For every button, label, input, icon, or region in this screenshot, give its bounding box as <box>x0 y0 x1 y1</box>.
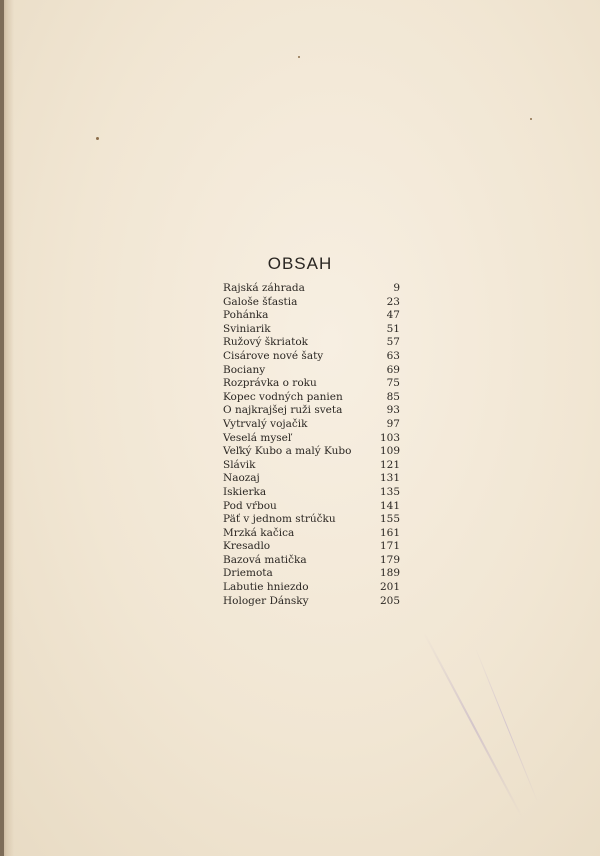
toc-entry-page: 201 <box>379 581 400 594</box>
toc-entry-title: Cisárove nové šaty <box>223 349 324 362</box>
toc-entry <box>220 445 400 459</box>
toc-entry <box>220 513 400 527</box>
toc-entry-title: Sviniarik <box>223 322 271 335</box>
toc-entry-page: 69 <box>386 363 400 376</box>
toc-entry-title: Kresadlo <box>223 540 271 553</box>
page-title: OBSAH <box>267 254 333 273</box>
toc-entry <box>220 472 400 486</box>
toc-entry-title: Veselá myseľ <box>223 431 292 444</box>
toc-entry <box>220 364 400 378</box>
toc-entry-title: Hologer Dánsky <box>223 594 309 607</box>
toc-entry-page: 179 <box>379 553 400 566</box>
toc-entry-title: Iskierka <box>223 485 267 498</box>
toc-entry-page: 155 <box>379 513 400 526</box>
toc-entry <box>220 323 400 337</box>
toc-entry <box>220 296 400 310</box>
toc-entry-page: 161 <box>379 526 400 539</box>
toc-entry-title: Pohánka <box>223 309 269 322</box>
toc-entry-title: Vytrvalý vojačik <box>223 417 308 430</box>
paper-crease <box>423 632 523 818</box>
toc-entry-page: 51 <box>386 322 400 335</box>
toc-entry-page: 57 <box>386 336 400 349</box>
page-edge-band <box>0 0 4 856</box>
toc-entry <box>220 459 400 473</box>
toc-entry <box>220 336 400 350</box>
paper-speck <box>530 118 532 120</box>
toc-entry-page: 93 <box>386 404 400 417</box>
toc-entry-page: 75 <box>386 377 400 390</box>
toc-entry-title: Rajská záhrada <box>223 282 305 294</box>
paper-speck <box>298 56 300 58</box>
toc-entry-title: Naozaj <box>223 472 260 485</box>
toc-entry <box>220 581 400 595</box>
toc-entry-page: 23 <box>386 295 400 308</box>
toc-entry-page: 171 <box>379 540 400 553</box>
toc-entry-page: 85 <box>386 390 400 403</box>
toc-entry-page: 9 <box>393 282 400 294</box>
toc-entry-title: Veľký Kubo a malý Kubo <box>223 445 352 458</box>
toc-entry-page: 189 <box>379 567 400 580</box>
toc-entry <box>220 554 400 568</box>
toc-entry-page: 97 <box>386 417 400 430</box>
toc-entry-title: Bociany <box>223 363 266 376</box>
toc-entry-title: Mrzká kačica <box>223 526 295 539</box>
toc-entry <box>220 350 400 364</box>
toc-entry-title: Kopec vodných panien <box>223 390 343 403</box>
toc-entry-title: Rozprávka o roku <box>223 377 317 390</box>
toc-entry-page: 47 <box>386 309 400 322</box>
toc-entry <box>220 500 400 514</box>
toc-entry-page: 63 <box>386 349 400 362</box>
toc-entry-page: 103 <box>379 431 400 444</box>
toc-entry <box>220 391 400 405</box>
toc-entry <box>220 540 400 554</box>
toc-entry <box>220 527 400 541</box>
toc-entry <box>220 404 400 418</box>
toc-entry-page: 141 <box>379 499 400 512</box>
toc-entry-title: Slávik <box>223 458 256 471</box>
toc-entry-title: O najkrajšej ruži sveta <box>223 404 343 417</box>
toc-entry-page: 135 <box>379 485 400 498</box>
toc-entry <box>220 418 400 432</box>
toc-entry <box>220 595 400 609</box>
toc-entry <box>220 567 400 581</box>
toc-entry <box>220 377 400 391</box>
toc-entry <box>220 486 400 500</box>
toc-entry-title: Driemota <box>223 567 273 580</box>
toc-entry-page: 131 <box>379 472 400 485</box>
toc-entry-page: 121 <box>379 458 400 471</box>
table-of-contents <box>220 282 400 608</box>
toc-entry-page: 205 <box>379 594 400 607</box>
toc-entry-title: Bazová matička <box>223 553 307 566</box>
toc-entry <box>220 282 400 296</box>
paper-speck <box>96 137 99 140</box>
toc-entry-page: 109 <box>379 445 400 458</box>
toc-entry-title: Päť v jednom strúčku <box>223 513 336 526</box>
toc-entry-title: Labutie hniezdo <box>223 581 309 594</box>
paper-crease <box>474 646 539 804</box>
toc-entry-title: Pod vŕbou <box>223 499 277 512</box>
toc-entry-title: Galoše šťastia <box>223 295 298 308</box>
toc-entry <box>220 309 400 323</box>
toc-entry <box>220 432 400 446</box>
toc-entry-title: Ružový škriatok <box>223 336 309 349</box>
